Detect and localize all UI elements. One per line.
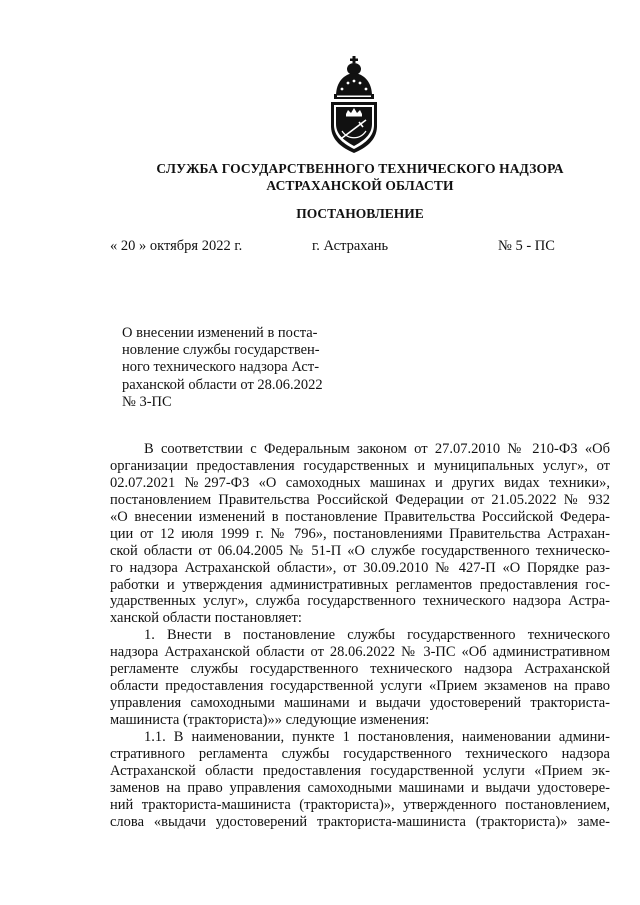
subject-line: раханской области от 28.06.2022 (122, 376, 323, 393)
subject-line: № 3-ПС (122, 393, 172, 410)
subject-block (122, 325, 342, 411)
body-line: постановлением Правительства Российской Федерации от 21.05.2022 № 932 (110, 491, 610, 508)
agency-name-line-2: АСТРАХАНСКОЙ ОБЛАСТИ (266, 178, 454, 193)
body-line: регламенте службы государственного технического надзора Астраханской (110, 661, 610, 678)
subject-line: ного технического надзора Аст- (122, 359, 320, 376)
document-body (110, 441, 610, 831)
subject-line: новление службы государствен- (122, 342, 320, 359)
body-line: управления самоходными машинами и выдачи удостоверений тракториста- (110, 695, 610, 712)
body-line: В соответствии с Федеральным законом от 27.07.2010 № 210-ФЗ «Об (144, 441, 610, 457)
body-line: Астраханской области предоставления государственной услуги «Прием эк- (110, 762, 610, 779)
body-line: ции от 12 июля 1999 г. № 796», постановлениями Правительства Астрахан- (110, 525, 610, 542)
body-line: 02.07.2021 №297-ФЗ «О самоходных машинах и других видах техники», (110, 474, 610, 491)
body-line: ний тракториста-машиниста (тракториста)», утвержденного постановлением, (110, 796, 610, 813)
body-line: надзора Астраханской области от 28.06.2022 № 3-ПС «Об административном (110, 644, 610, 661)
body-line: заменов на право управления самоходными машинами и выдачи удостовере- (110, 779, 610, 796)
body-line: работки и утверждения административных регламентов предоставления гос- (110, 576, 610, 593)
body-line: слова «выдачи удостоверений тракториста-машиниста (тракториста)» заме- (110, 813, 610, 830)
document-date: « 20 » октября 2022 г. (110, 238, 243, 254)
document-type-title: ПОСТАНОВЛЕНИЕ (296, 206, 424, 221)
body-line: области предоставления государственной услуги «Прием экзаменов на право (110, 678, 610, 695)
body-line: «О внесении изменений в постановление Правительства Российской Федера- (110, 508, 610, 525)
document-number: № 5 - ПС (498, 238, 555, 254)
body-line: ской области от 06.04.2005 № 51-П «О службе государственного техническо- (110, 542, 610, 559)
subject-line: О внесении изменений в поста- (122, 325, 318, 341)
body-line: 1. Внести в постановление службы государственного технического (144, 627, 610, 644)
agency-name-line-1: СЛУЖБА ГОСУДАРСТВЕННОГО ТЕХНИЧЕСКОГО НАДЗОРА (156, 161, 564, 176)
body-line: ударственных услуг», служба государственного технического надзора Астра- (110, 593, 610, 610)
body-line: машиниста (тракториста)»» следующие изменения: (110, 712, 430, 728)
body-line: 1.1. В наименовании, пункте 1 постановления, наименовании админи- (144, 728, 610, 745)
body-line: ханской области постановляет: (110, 610, 302, 627)
document-city: г. Астрахань (312, 238, 389, 254)
body-line: стративного регламента службы государственного технического надзора (110, 745, 610, 762)
body-line: го надзора Астраханской области», от 30.09.2010 № 427-П «О Порядке раз- (110, 559, 610, 576)
body-line: организации предоставления государственных и муниципальных услуг», от (110, 457, 610, 474)
coat-of-arms-icon (328, 56, 380, 154)
